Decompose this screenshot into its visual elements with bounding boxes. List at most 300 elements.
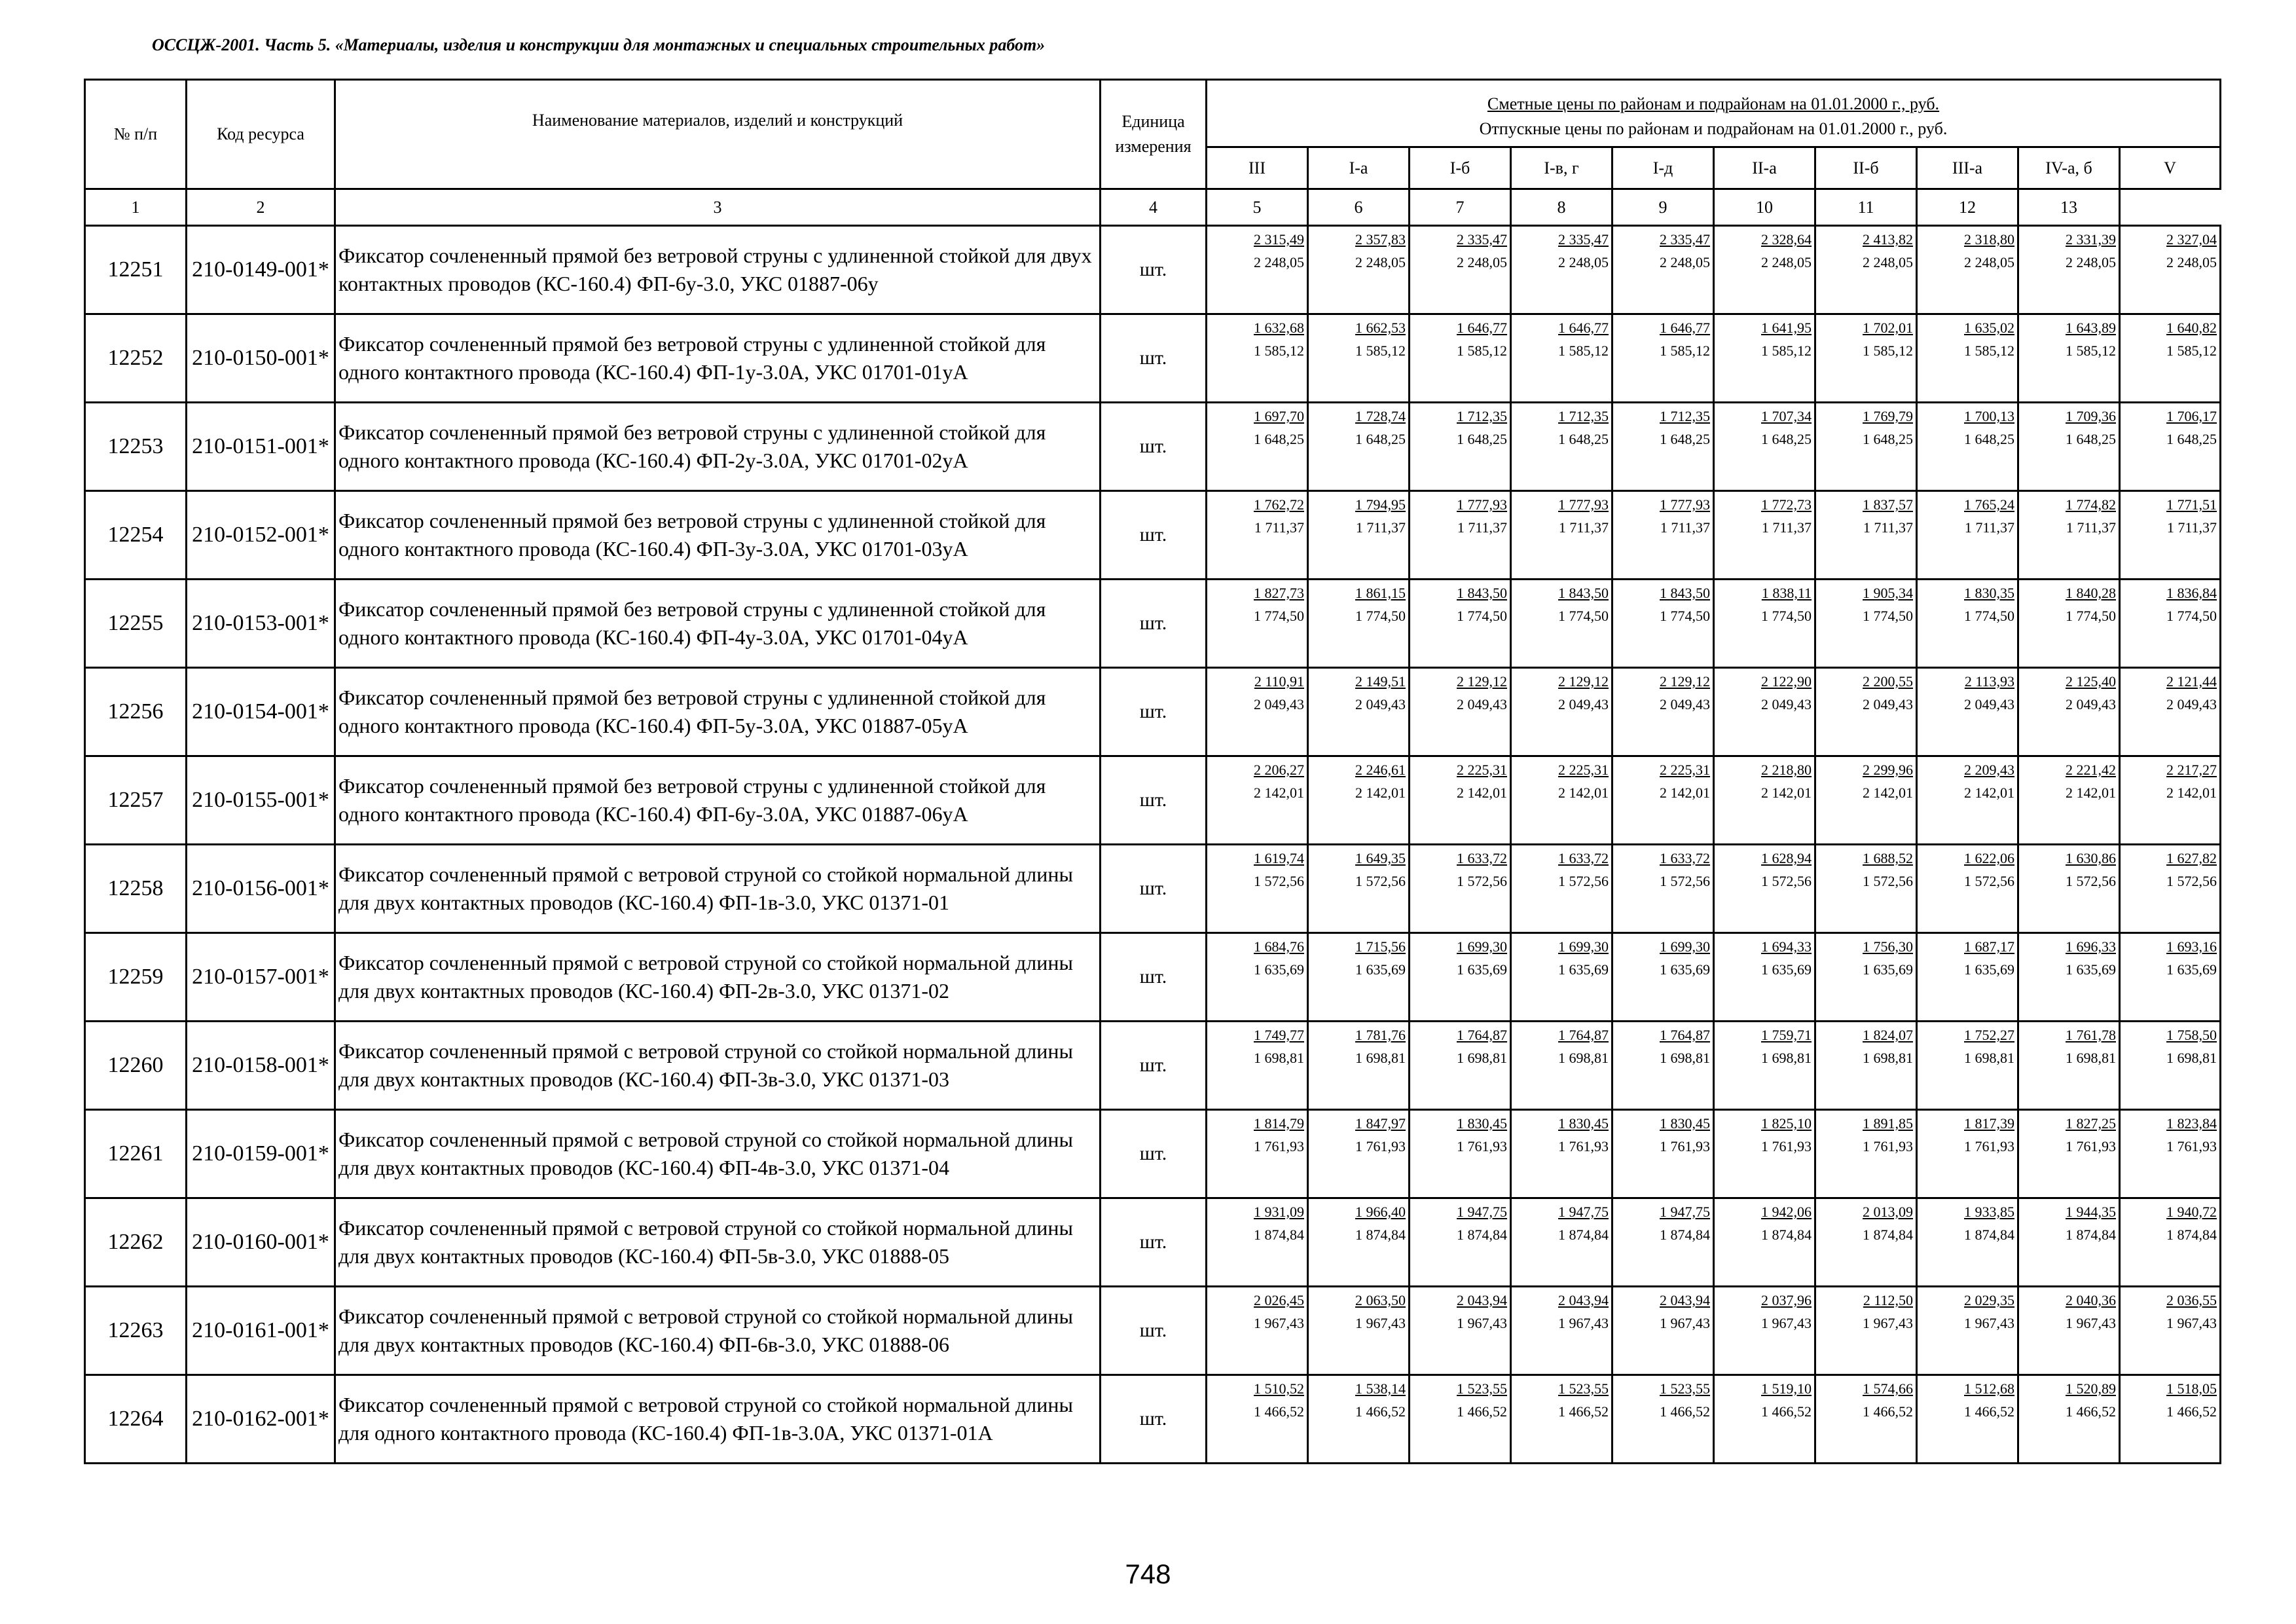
estimate-price: 1 688,52 <box>1863 850 1913 866</box>
price-cell <box>1917 1198 2018 1287</box>
estimate-price: 2 327,04 <box>2166 231 2217 248</box>
release-price: 2 049,43 <box>1863 696 1913 712</box>
estimate-price: 1 764,87 <box>1457 1027 1507 1043</box>
row-number: 12258 <box>85 845 187 933</box>
estimate-price: 1 758,50 <box>2166 1027 2217 1043</box>
release-price: 1 698,81 <box>1558 1050 1609 1066</box>
price-cell <box>1815 668 1917 756</box>
price-cell <box>1511 845 1613 933</box>
release-price: 1 585,12 <box>1355 342 1406 359</box>
estimate-price: 1 777,93 <box>1660 496 1710 513</box>
column-number: 5 <box>1207 189 1308 226</box>
estimate-price: 1 632,68 <box>1254 320 1304 336</box>
release-price: 1 711,37 <box>1964 519 2014 536</box>
price-cell <box>1917 1110 2018 1198</box>
estimate-price: 2 328,64 <box>1761 231 1812 248</box>
price-cell <box>1308 756 1410 845</box>
estimate-price: 2 110,91 <box>1254 673 1304 690</box>
table-row <box>85 1198 2221 1287</box>
estimate-price: 1 728,74 <box>1355 408 1406 424</box>
release-price: 1 572,56 <box>1558 873 1609 889</box>
col-header-unit: Единица измерения <box>1101 80 1207 189</box>
release-price: 1 761,93 <box>1254 1138 1304 1154</box>
release-price: 1 466,52 <box>1457 1403 1507 1420</box>
estimate-price: 1 847,97 <box>1355 1115 1406 1132</box>
column-number: 10 <box>1714 189 1815 226</box>
estimate-price: 2 043,94 <box>1457 1292 1507 1308</box>
release-price: 1 648,25 <box>1254 431 1304 447</box>
district-header: IV-а, б <box>2018 147 2120 189</box>
estimate-price: 1 646,77 <box>1457 320 1507 336</box>
price-cell <box>1511 580 1613 668</box>
price-cell <box>1917 403 2018 491</box>
price-cell <box>1410 1022 1511 1110</box>
estimate-price: 1 781,76 <box>1355 1027 1406 1043</box>
price-cell <box>1714 1022 1815 1110</box>
table-row <box>85 1022 2221 1110</box>
estimate-price: 1 830,45 <box>1558 1115 1609 1132</box>
estimate-price: 2 043,94 <box>1558 1292 1609 1308</box>
estimate-price: 1 693,16 <box>2166 938 2217 955</box>
release-price: 1 648,25 <box>1457 431 1507 447</box>
price-cell <box>1613 668 1714 756</box>
release-price: 1 585,12 <box>2166 342 2217 359</box>
price-cell <box>2018 1287 2120 1375</box>
release-price: 1 585,12 <box>1964 342 2014 359</box>
price-cell <box>2120 1198 2221 1287</box>
resource-code: 210-0151-001* <box>187 403 335 491</box>
release-price: 1 635,69 <box>2066 961 2116 978</box>
release-price: 1 761,93 <box>1660 1138 1710 1154</box>
price-cell <box>1410 491 1511 580</box>
price-cell <box>1207 756 1308 845</box>
release-price: 1 967,43 <box>1457 1315 1507 1331</box>
price-cell <box>1815 226 1917 314</box>
price-header-estimate: Сметные цены по районам и подрайонам на 01.01.2000 г., руб. <box>1487 94 1940 113</box>
district-header: I-а <box>1308 147 1410 189</box>
price-cell <box>1308 1375 1410 1464</box>
release-price: 1 698,81 <box>1964 1050 2014 1066</box>
estimate-price: 2 026,45 <box>1254 1292 1304 1308</box>
column-number: 6 <box>1308 189 1410 226</box>
price-cell <box>1815 1198 1917 1287</box>
release-price: 1 711,37 <box>1254 519 1304 536</box>
unit-cell: шт. <box>1101 845 1207 933</box>
resource-code: 210-0158-001* <box>187 1022 335 1110</box>
resource-code: 210-0155-001* <box>187 756 335 845</box>
release-price: 1 572,56 <box>1660 873 1710 889</box>
estimate-price: 1 523,55 <box>1660 1380 1710 1397</box>
row-number: 12253 <box>85 403 187 491</box>
release-price: 2 142,01 <box>1457 784 1507 801</box>
release-price: 2 142,01 <box>2166 784 2217 801</box>
estimate-price: 1 696,33 <box>2066 938 2116 955</box>
estimate-price: 2 063,50 <box>1355 1292 1406 1308</box>
release-price: 1 585,12 <box>1761 342 1812 359</box>
price-cell <box>1410 1198 1511 1287</box>
estimate-price: 1 771,51 <box>2166 496 2217 513</box>
estimate-price: 2 200,55 <box>1863 673 1913 690</box>
row-number: 12264 <box>85 1375 187 1464</box>
column-number-row <box>85 189 2221 226</box>
estimate-price: 2 357,83 <box>1355 231 1406 248</box>
price-cell <box>2120 1110 2221 1198</box>
release-price: 1 648,25 <box>1660 431 1710 447</box>
estimate-price: 1 843,50 <box>1457 585 1507 601</box>
estimate-price: 1 635,02 <box>1964 320 2014 336</box>
release-price: 2 049,43 <box>2166 696 2217 712</box>
estimate-price: 2 036,55 <box>2166 1292 2217 1308</box>
price-cell <box>1815 1287 1917 1375</box>
release-price: 1 648,25 <box>2166 431 2217 447</box>
price-cell <box>1511 314 1613 403</box>
price-cell <box>1511 1198 1613 1287</box>
price-cell <box>1613 933 1714 1022</box>
price-cell <box>1714 314 1815 403</box>
estimate-price: 1 752,27 <box>1964 1027 2014 1043</box>
row-number: 12256 <box>85 668 187 756</box>
release-price: 1 698,81 <box>2166 1050 2217 1066</box>
unit-cell: шт. <box>1101 491 1207 580</box>
release-price: 2 142,01 <box>1761 784 1812 801</box>
resource-code: 210-0157-001* <box>187 933 335 1022</box>
district-header: III-а <box>1917 147 2018 189</box>
estimate-price: 2 129,12 <box>1457 673 1507 690</box>
price-cell <box>1207 933 1308 1022</box>
item-name: Фиксатор сочлененный прямой без ветровой струны с удлиненной стойкой для одного контактного провода (КС-160.4) ФП-2у-3.0А, УКС 01701-02уА <box>335 403 1101 491</box>
column-number: 9 <box>1613 189 1714 226</box>
price-cell <box>1308 580 1410 668</box>
release-price: 2 142,01 <box>1558 784 1609 801</box>
item-name: Фиксатор сочлененный прямой без ветровой струны с удлиненной стойкой для одного контактного провода (КС-160.4) ФП-1у-3.0А, УКС 01701-01уА <box>335 314 1101 403</box>
estimate-price: 1 827,25 <box>2066 1115 2116 1132</box>
price-cell <box>2120 403 2221 491</box>
resource-code: 210-0153-001* <box>187 580 335 668</box>
estimate-price: 1 830,45 <box>1457 1115 1507 1132</box>
release-price: 1 967,43 <box>1964 1315 2014 1331</box>
district-header: II-а <box>1714 147 1815 189</box>
release-price: 1 761,93 <box>2066 1138 2116 1154</box>
release-price: 1 711,37 <box>1863 519 1913 536</box>
estimate-price: 2 209,43 <box>1964 762 2014 778</box>
price-cell <box>2018 1198 2120 1287</box>
release-price: 1 711,37 <box>1660 519 1710 536</box>
price-cell <box>1613 1198 1714 1287</box>
price-cell <box>1511 491 1613 580</box>
price-cell <box>1714 933 1815 1022</box>
item-name: Фиксатор сочлененный прямой без ветровой струны с удлиненной стойкой для одного контактного провода (КС-160.4) ФП-4у-3.0А, УКС 01701-04уА <box>335 580 1101 668</box>
release-price: 1 761,93 <box>1558 1138 1609 1154</box>
estimate-price: 2 318,80 <box>1964 231 2014 248</box>
table-row <box>85 1287 2221 1375</box>
price-cell <box>1207 580 1308 668</box>
estimate-price: 2 225,31 <box>1660 762 1710 778</box>
estimate-price: 1 824,07 <box>1863 1027 1913 1043</box>
price-cell <box>1714 1287 1815 1375</box>
release-price: 2 248,05 <box>1355 254 1406 270</box>
price-cell <box>1308 314 1410 403</box>
estimate-price: 2 112,50 <box>1863 1292 1913 1308</box>
price-cell <box>1511 226 1613 314</box>
estimate-price: 1 947,75 <box>1660 1204 1710 1220</box>
price-cell <box>1917 933 2018 1022</box>
release-price: 1 711,37 <box>1457 519 1507 536</box>
row-number: 12261 <box>85 1110 187 1198</box>
price-cell <box>1917 491 2018 580</box>
estimate-price: 2 029,35 <box>1964 1292 2014 1308</box>
estimate-price: 1 827,73 <box>1254 585 1304 601</box>
price-cell <box>1714 580 1815 668</box>
unit-cell: шт. <box>1101 668 1207 756</box>
row-number: 12259 <box>85 933 187 1022</box>
release-price: 2 049,43 <box>2066 696 2116 712</box>
price-cell <box>1207 314 1308 403</box>
estimate-price: 1 762,72 <box>1254 496 1304 513</box>
estimate-price: 2 225,31 <box>1558 762 1609 778</box>
item-name: Фиксатор сочлененный прямой с ветровой струной со стойкой нормальной длины для двух контактных проводов (КС-160.4) ФП-1в-3.0, УКС 01371-01 <box>335 845 1101 933</box>
resource-code: 210-0159-001* <box>187 1110 335 1198</box>
release-price: 1 648,25 <box>2066 431 2116 447</box>
table-row <box>85 933 2221 1022</box>
row-number: 12251 <box>85 226 187 314</box>
price-cell <box>1815 933 1917 1022</box>
release-price: 1 635,69 <box>1457 961 1507 978</box>
price-cell <box>2018 226 2120 314</box>
price-cell <box>1917 756 2018 845</box>
price-cell <box>1511 933 1613 1022</box>
price-cell <box>1308 668 1410 756</box>
price-cell <box>1917 1022 2018 1110</box>
release-price: 1 967,43 <box>1355 1315 1406 1331</box>
column-number: 8 <box>1511 189 1613 226</box>
release-price: 1 874,84 <box>1558 1227 1609 1243</box>
estimate-price: 1 838,11 <box>1761 585 1812 601</box>
resource-code: 210-0161-001* <box>187 1287 335 1375</box>
price-cell <box>1613 491 1714 580</box>
price-cell <box>1410 226 1511 314</box>
price-cell <box>1308 933 1410 1022</box>
price-cell <box>2018 314 2120 403</box>
release-price: 1 967,43 <box>2166 1315 2217 1331</box>
price-cell <box>1410 1110 1511 1198</box>
release-price: 1 585,12 <box>1254 342 1304 359</box>
item-name: Фиксатор сочлененный прямой с ветровой струной со стойкой нормальной длины для двух контактных проводов (КС-160.4) ФП-4в-3.0, УКС 01371-04 <box>335 1110 1101 1198</box>
estimate-price: 1 643,89 <box>2066 320 2116 336</box>
column-number: 1 <box>85 189 187 226</box>
estimate-price: 1 947,75 <box>1558 1204 1609 1220</box>
release-price: 1 572,56 <box>2166 873 2217 889</box>
release-price: 1 648,25 <box>1964 431 2014 447</box>
release-price: 1 761,93 <box>1761 1138 1812 1154</box>
price-cell <box>1308 1110 1410 1198</box>
unit-cell: шт. <box>1101 933 1207 1022</box>
release-price: 1 774,50 <box>1254 608 1304 624</box>
estimate-price: 2 225,31 <box>1457 762 1507 778</box>
release-price: 2 142,01 <box>1964 784 2014 801</box>
price-cell <box>1917 668 2018 756</box>
release-price: 1 874,84 <box>1761 1227 1812 1243</box>
price-cell <box>2120 226 2221 314</box>
district-header: I-б <box>1410 147 1511 189</box>
header-row <box>85 80 2221 147</box>
price-cell <box>1917 1287 2018 1375</box>
release-price: 1 648,25 <box>1558 431 1609 447</box>
release-price: 1 761,93 <box>1863 1138 1913 1154</box>
district-header: II-б <box>1815 147 1917 189</box>
estimate-price: 1 840,28 <box>2066 585 2116 601</box>
estimate-price: 2 121,44 <box>2166 673 2217 690</box>
estimate-price: 1 715,56 <box>1355 938 1406 955</box>
release-price: 1 774,50 <box>1761 608 1812 624</box>
release-price: 1 698,81 <box>1254 1050 1304 1066</box>
release-price: 1 635,69 <box>1254 961 1304 978</box>
release-price: 1 698,81 <box>1355 1050 1406 1066</box>
estimate-price: 2 113,93 <box>1964 673 2014 690</box>
price-cell <box>1410 403 1511 491</box>
release-price: 1 774,50 <box>1964 608 2014 624</box>
resource-code: 210-0150-001* <box>187 314 335 403</box>
estimate-price: 1 830,45 <box>1660 1115 1710 1132</box>
column-number: 12 <box>1917 189 2018 226</box>
release-price: 2 049,43 <box>1355 696 1406 712</box>
estimate-price: 1 777,93 <box>1457 496 1507 513</box>
table-row <box>85 403 2221 491</box>
table-body <box>85 80 2221 1464</box>
release-price: 1 874,84 <box>1355 1227 1406 1243</box>
item-name: Фиксатор сочлененный прямой с ветровой струной со стойкой нормальной длины для двух контактных проводов (КС-160.4) ФП-5в-3.0, УКС 01888-05 <box>335 1198 1101 1287</box>
row-number: 12255 <box>85 580 187 668</box>
row-number: 12262 <box>85 1198 187 1287</box>
estimate-price: 1 641,95 <box>1761 320 1812 336</box>
item-name: Фиксатор сочлененный прямой с ветровой струной со стойкой нормальной длины для одного контактного провода (КС-160.4) ФП-1в-3.0А, УКС 01371-01А <box>335 1375 1101 1464</box>
price-cell <box>1815 756 1917 845</box>
price-cell <box>2120 845 2221 933</box>
resource-code: 210-0160-001* <box>187 1198 335 1287</box>
release-price: 1 635,69 <box>1355 961 1406 978</box>
price-cell <box>2120 756 2221 845</box>
unit-cell: шт. <box>1101 1375 1207 1464</box>
estimate-price: 1 712,35 <box>1457 408 1507 424</box>
col-header-prices <box>1207 80 2221 147</box>
release-price: 1 572,56 <box>1254 873 1304 889</box>
estimate-price: 1 712,35 <box>1558 408 1609 424</box>
release-price: 1 711,37 <box>1558 519 1609 536</box>
estimate-price: 1 512,68 <box>1964 1380 2014 1397</box>
estimate-price: 2 206,27 <box>1254 762 1304 778</box>
price-table-wrapper <box>84 79 2221 1464</box>
estimate-price: 1 699,30 <box>1558 938 1609 955</box>
price-cell <box>2120 1375 2221 1464</box>
release-price: 1 572,56 <box>1964 873 2014 889</box>
estimate-price: 2 013,09 <box>1863 1204 1913 1220</box>
estimate-price: 1 709,36 <box>2066 408 2116 424</box>
release-price: 1 635,69 <box>1558 961 1609 978</box>
price-cell <box>1917 580 2018 668</box>
release-price: 1 967,43 <box>1761 1315 1812 1331</box>
row-number: 12260 <box>85 1022 187 1110</box>
estimate-price: 1 772,73 <box>1761 496 1812 513</box>
release-price: 1 774,50 <box>1863 608 1913 624</box>
estimate-price: 1 712,35 <box>1660 408 1710 424</box>
release-price: 1 874,84 <box>1863 1227 1913 1243</box>
district-header: III <box>1207 147 1308 189</box>
estimate-price: 1 662,53 <box>1355 320 1406 336</box>
estimate-price: 1 700,13 <box>1964 408 2014 424</box>
release-price: 1 466,52 <box>1558 1403 1609 1420</box>
col-header-name: Наименование материалов, изделий и конструкций <box>335 80 1101 189</box>
release-price: 1 761,93 <box>1355 1138 1406 1154</box>
release-price: 2 049,43 <box>1558 696 1609 712</box>
price-cell <box>1917 314 2018 403</box>
price-cell <box>1308 1198 1410 1287</box>
item-name: Фиксатор сочлененный прямой без ветровой струны с удлиненной стойкой для двух контактных проводов (КС-160.4) ФП-6у-3.0, УКС 01887-06у <box>335 226 1101 314</box>
release-price: 1 585,12 <box>2066 342 2116 359</box>
release-price: 1 466,52 <box>1355 1403 1406 1420</box>
release-price: 1 466,52 <box>1964 1403 2014 1420</box>
release-price: 1 635,69 <box>1761 961 1812 978</box>
price-cell <box>1207 1287 1308 1375</box>
release-price: 1 635,69 <box>1660 961 1710 978</box>
estimate-price: 1 523,55 <box>1558 1380 1609 1397</box>
release-price: 1 967,43 <box>1863 1315 1913 1331</box>
release-price: 1 774,50 <box>1355 608 1406 624</box>
release-price: 2 248,05 <box>1558 254 1609 270</box>
estimate-price: 1 966,40 <box>1355 1204 1406 1220</box>
row-number: 12252 <box>85 314 187 403</box>
release-price: 1 774,50 <box>1457 608 1507 624</box>
resource-code: 210-0156-001* <box>187 845 335 933</box>
col-header-code: Код ресурса <box>187 80 335 189</box>
estimate-price: 1 830,35 <box>1964 585 2014 601</box>
price-cell <box>1511 1022 1613 1110</box>
price-cell <box>1207 403 1308 491</box>
estimate-price: 1 843,50 <box>1558 585 1609 601</box>
estimate-price: 1 749,77 <box>1254 1027 1304 1043</box>
price-cell <box>1207 1198 1308 1287</box>
price-cell <box>1815 314 1917 403</box>
estimate-price: 1 518,05 <box>2166 1380 2217 1397</box>
price-cell <box>2120 1022 2221 1110</box>
price-cell <box>1410 1375 1511 1464</box>
price-cell <box>1714 845 1815 933</box>
unit-cell: шт. <box>1101 1022 1207 1110</box>
row-number: 12257 <box>85 756 187 845</box>
price-cell <box>1207 668 1308 756</box>
estimate-price: 1 622,06 <box>1964 850 2014 866</box>
release-price: 1 585,12 <box>1558 342 1609 359</box>
release-price: 1 774,50 <box>2166 608 2217 624</box>
price-cell <box>1207 845 1308 933</box>
estimate-price: 1 519,10 <box>1761 1380 1812 1397</box>
release-price: 2 049,43 <box>1254 696 1304 712</box>
price-cell <box>2018 668 2120 756</box>
estimate-price: 2 149,51 <box>1355 673 1406 690</box>
unit-cell: шт. <box>1101 756 1207 845</box>
column-number: 3 <box>335 189 1101 226</box>
price-cell <box>1815 1110 1917 1198</box>
price-cell <box>1308 226 1410 314</box>
row-number: 12263 <box>85 1287 187 1375</box>
estimate-price: 1 765,24 <box>1964 496 2014 513</box>
release-price: 1 572,56 <box>1863 873 1913 889</box>
release-price: 1 572,56 <box>1761 873 1812 889</box>
row-number: 12254 <box>85 491 187 580</box>
price-cell <box>1815 1022 1917 1110</box>
resource-code: 210-0154-001* <box>187 668 335 756</box>
price-cell <box>1714 226 1815 314</box>
estimate-price: 2 335,47 <box>1558 231 1609 248</box>
release-price: 2 248,05 <box>1863 254 1913 270</box>
